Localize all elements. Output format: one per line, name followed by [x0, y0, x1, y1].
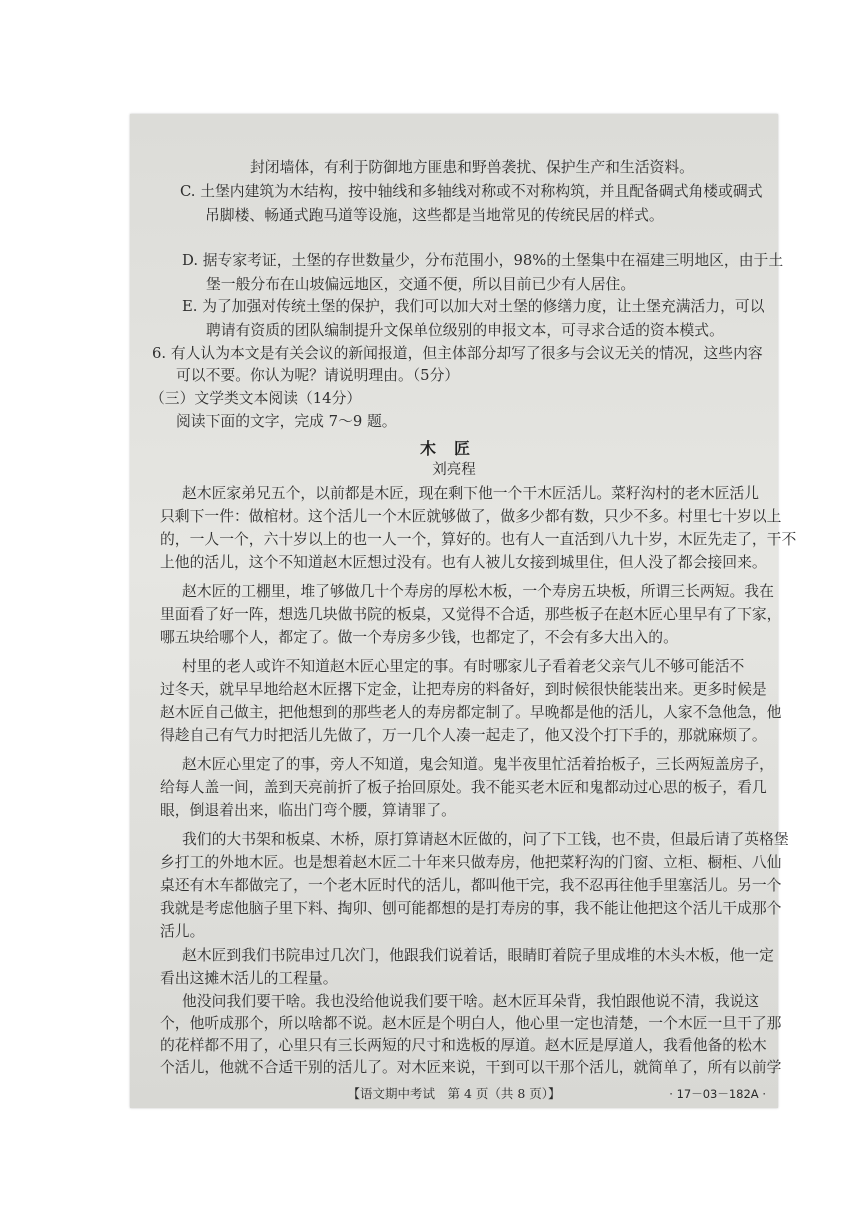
exam-page	[130, 114, 797, 1108]
page-code: · 17－03－182A ·	[669, 1087, 766, 1101]
body-line: 赵木匠自己做主，把他想到的那些老人的寿房都定制了。早晚都是他的活儿，人家不急他急，他	[160, 704, 782, 721]
body-line: 赵木匠心里定了的事，旁人不知道，鬼会知道。鬼半夜里忙活着抬板子，三长两短盖房子，	[182, 756, 774, 773]
body-line: 个，他听成那个，所以啥都不说。赵木匠是个明白人，他心里一定也清楚，一个木匠一旦干了那	[160, 1015, 782, 1032]
body-line: 的，一人一个，六十岁以上的也一人一个，算好的。也有人一直活到八九十岁，木匠先走了，干不	[160, 531, 797, 548]
body-line: 他没问我们要干啥。我也没给他说我们要干啥。赵木匠耳朵背，我怕跟他说不清，我说这	[182, 993, 760, 1010]
option-d-continued: 堡一般分布在山坡偏远地区，交通不便，所以目前已少有人居住。	[206, 276, 636, 293]
option-c: C. 土堡内建筑为木结构，按中轴线和多轴线对称或不对称构筑，并且配备碉式角楼或碉式	[180, 183, 763, 200]
body-line: 乡打工的外地木匠。也是想着赵木匠二十年来只做寿房，他把菜籽沟的门窗、立柜、橱柜、八仙	[160, 854, 782, 871]
body-line: 看出这摊木活儿的工程量。	[160, 970, 338, 987]
body-line: 的花样都不用了，心里只有三长两短的尺寸和选板的厚道。赵木匠是厚道人，我看他备的松木	[160, 1037, 767, 1054]
body-line: 得趁自己有气力时把活儿先做了，万一几个人凑一起走了，他又没个打下手的，那就麻烦了。	[160, 727, 767, 744]
option-b-continued: 封闭墙体，有利于防御地方匪患和野兽袭扰、保护生产和生活资料。	[250, 159, 694, 176]
body-line: 上他的活儿，这个不知道赵木匠想过没有。也有人被儿女接到城里住，但人没了都会接回来。	[160, 554, 767, 571]
body-line: 哪五块给哪个人，都定了。做一个寿房多少钱，也都定了，不会有多大出入的。	[160, 629, 678, 646]
body-line: 赵木匠家弟兄五个，以前都是木匠，现在剩下他一个干木匠活儿。菜籽沟村的老木匠活儿	[182, 485, 760, 502]
section-heading: （三）文学类文本阅读（14分）	[150, 390, 362, 407]
body-line: 我们的大书架和板桌、木桥，原打算请赵木匠做的，问了下工钱，也不贵，但最后请了英格堡	[182, 831, 789, 848]
option-e-continued: 聘请有资质的团队编制提升文保单位级别的申报文本，可寻求合适的资本模式。	[206, 322, 724, 339]
question-6: 6. 有人认为本文是有关会议的新闻报道，但主体部分却写了很多与会议无关的情况，这些内容	[152, 345, 763, 362]
body-line: 个活儿，他就不合适干别的活儿了。对木匠来说，干到可以干那个活儿，就简单了，所有以前学	[160, 1059, 782, 1076]
body-line: 活儿。	[160, 923, 205, 940]
option-d: D. 据专家考证，土堡的存世数量少，分布范围小，98%的土堡集中在福建三明地区，由于土	[182, 252, 784, 269]
body-line: 只剩下一件：做棺材。这个活儿一个木匠就够做了，做多少都有数，只少不多。村里七十岁以上	[160, 508, 782, 525]
body-line: 村里的老人或许不知道赵木匠心里定的事。有时哪家儿子看着老父亲气儿不够可能活不	[182, 658, 745, 675]
body-line: 眼，倒退着出来，临出门弯个腰，算请罪了。	[160, 802, 456, 819]
page-footer: 【语文期中考试 第 4 页（共 8 页）】	[347, 1086, 561, 1101]
story-title: 木匠	[419, 439, 488, 458]
body-line: 过冬天，就早早地给赵木匠撂下定金，让把寿房的料备好，到时候很快能装出来。更多时候是	[160, 681, 767, 698]
body-line: 里面看了好一阵，想选几块做书院的板桌，又觉得不合适，那些板子在赵木匠心里早有了下家，	[160, 606, 782, 623]
body-line: 赵木匠到我们书院串过几次门，他跟我们说着话，眼睛盯着院子里成堆的木头木板，他一定	[182, 947, 774, 964]
body-line: 桌还有木车都做完了，一个老木匠时代的活儿，都叫他干完，我不忍再往他手里塞活儿。另一个	[160, 877, 782, 894]
reading-instruction: 阅读下面的文字，完成 7～9 题。	[176, 413, 397, 430]
option-e: E. 为了加强对传统土堡的保护，我们可以加大对土堡的修缮力度，让土堡充满活力，可以	[182, 298, 765, 315]
body-line: 我就是考虑他脑子里下料、掏卯、刨可能都想的是打寿房的事，我不能让他把这个活儿干成那个	[160, 900, 782, 917]
story-author: 刘亮程	[432, 462, 476, 478]
question-6-continued: 可以不要。你认为呢？请说明理由。（5分）	[176, 367, 460, 384]
body-line: 赵木匠的工棚里，堆了够做几十个寿房的厚松木板，一个寿房五块板，所谓三长两短。我在	[182, 583, 774, 600]
body-line: 给每人盖一间，盖到天亮前折了板子抬回原处。我不能买老木匠和鬼都动过心思的板子，看几	[160, 779, 767, 796]
option-c-continued: 吊脚楼、畅通式跑马道等设施，这些都是当地常见的传统民居的样式。	[205, 207, 664, 224]
